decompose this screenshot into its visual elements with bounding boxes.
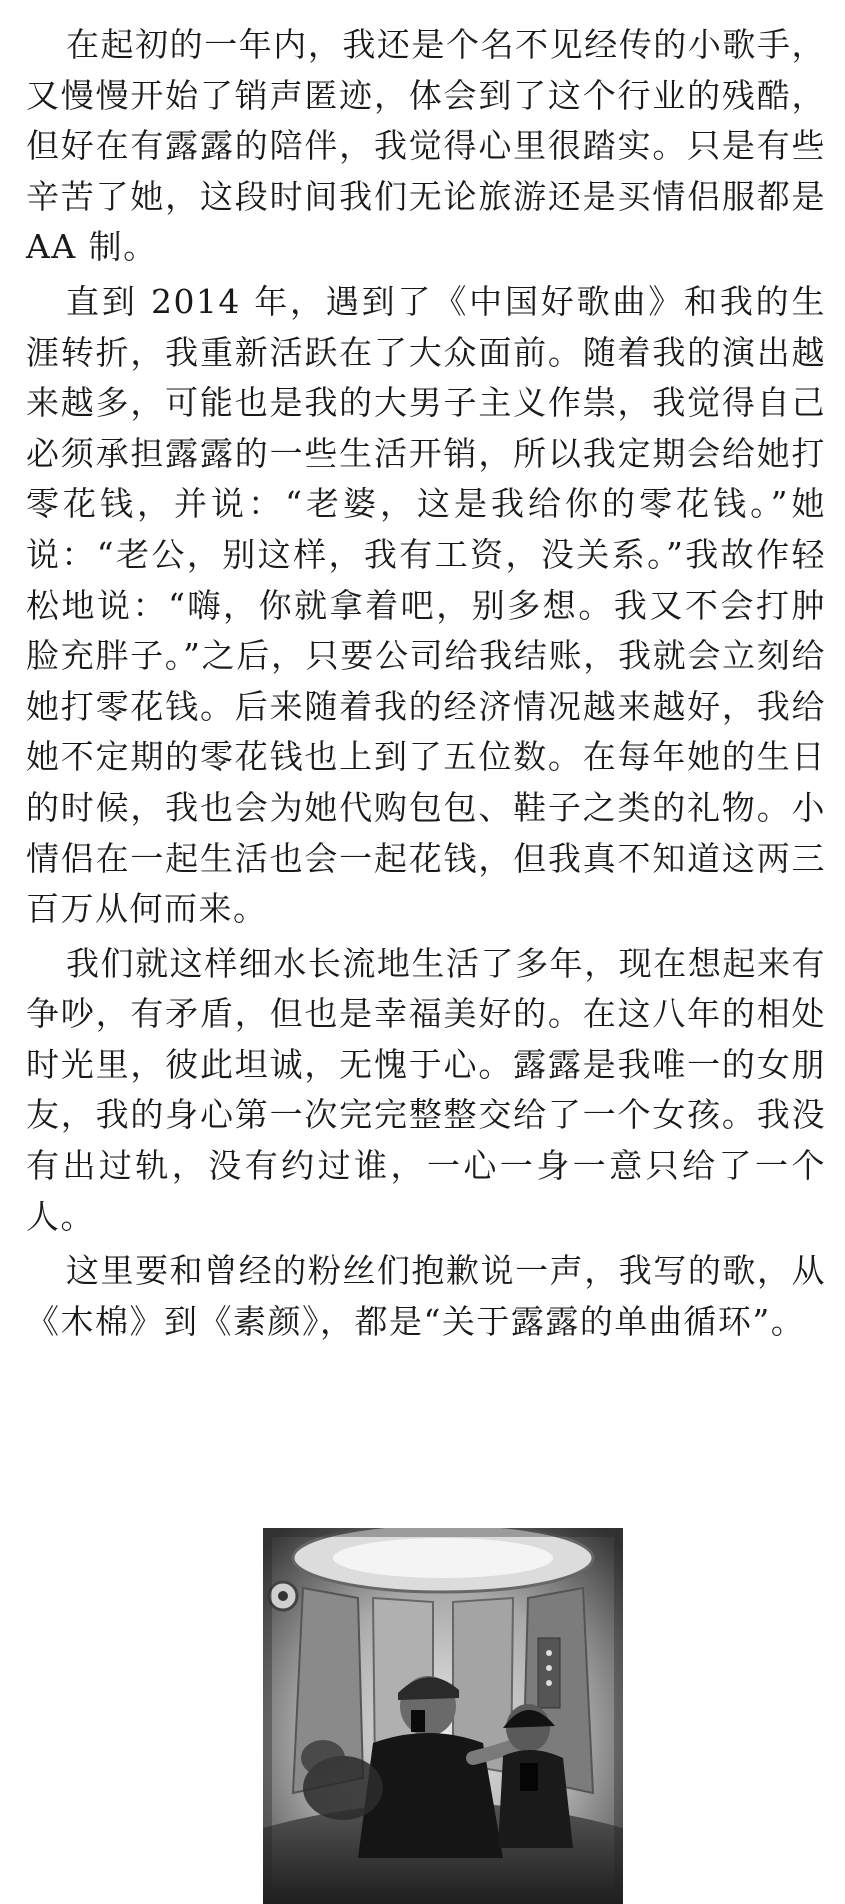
photo-illustration <box>263 1528 623 1904</box>
paragraph-1: 在起初的一年内，我还是个名不见经传的小歌手，又慢慢开始了销声匿迹，体会到了这个行业的残酷，但好在有露露的陪伴，我觉得心里很踏实。只是有些辛苦了她，这段时间我们无论旅游还是买情侣服都是AA 制。 <box>26 25 826 267</box>
paragraph-2: 直到 2014 年，遇到了《中国好歌曲》和我的生涯转折，我重新活跃在了大众面前。随着我的演出越来越多，可能也是我的大男子主义作祟，我觉得自己必须承担露露的一些生活开销，所以我定期会给她打零花钱，并说：“老婆，这是我给你的零花钱。”她说：“老公，别这样，我有工资，没关系。”我故作轻松地说：“嗨，你就拿着吧，别多想。我又不会打肿脸充胖子。”之后，只要公司给我结账，我就会立刻给她打零花钱。后来随着我的经济情况越来越好，我给她不定期的零花钱也上到了五位数。在每年她的生日的时候，我也会为她代购包包、鞋子之类的礼物。小情侣在一起生活也会一起花钱，但我真不知道这两三百万从何而来。 <box>26 281 826 929</box>
article-body <box>26 20 826 1351</box>
paragraph-4: 这里要和曾经的粉丝们抱歉说一声，我写的歌，从《木棉》到《素颜》，都是“关于露露的单曲循环”。 <box>26 1251 826 1341</box>
paragraph-3: 我们就这样细水长流地生活了多年，现在想起来有争吵，有矛盾，但也是幸福美好的。在这八年的相处时光里，彼此坦诚，无愧于心。露露是我唯一的女朋友，我的身心第一次完完整整交给了一个女孩。我没有出过轨，没有约过谁，一心一身一意只给了一个人。 <box>26 943 826 1236</box>
elevator-selfie-photo <box>263 1528 623 1904</box>
